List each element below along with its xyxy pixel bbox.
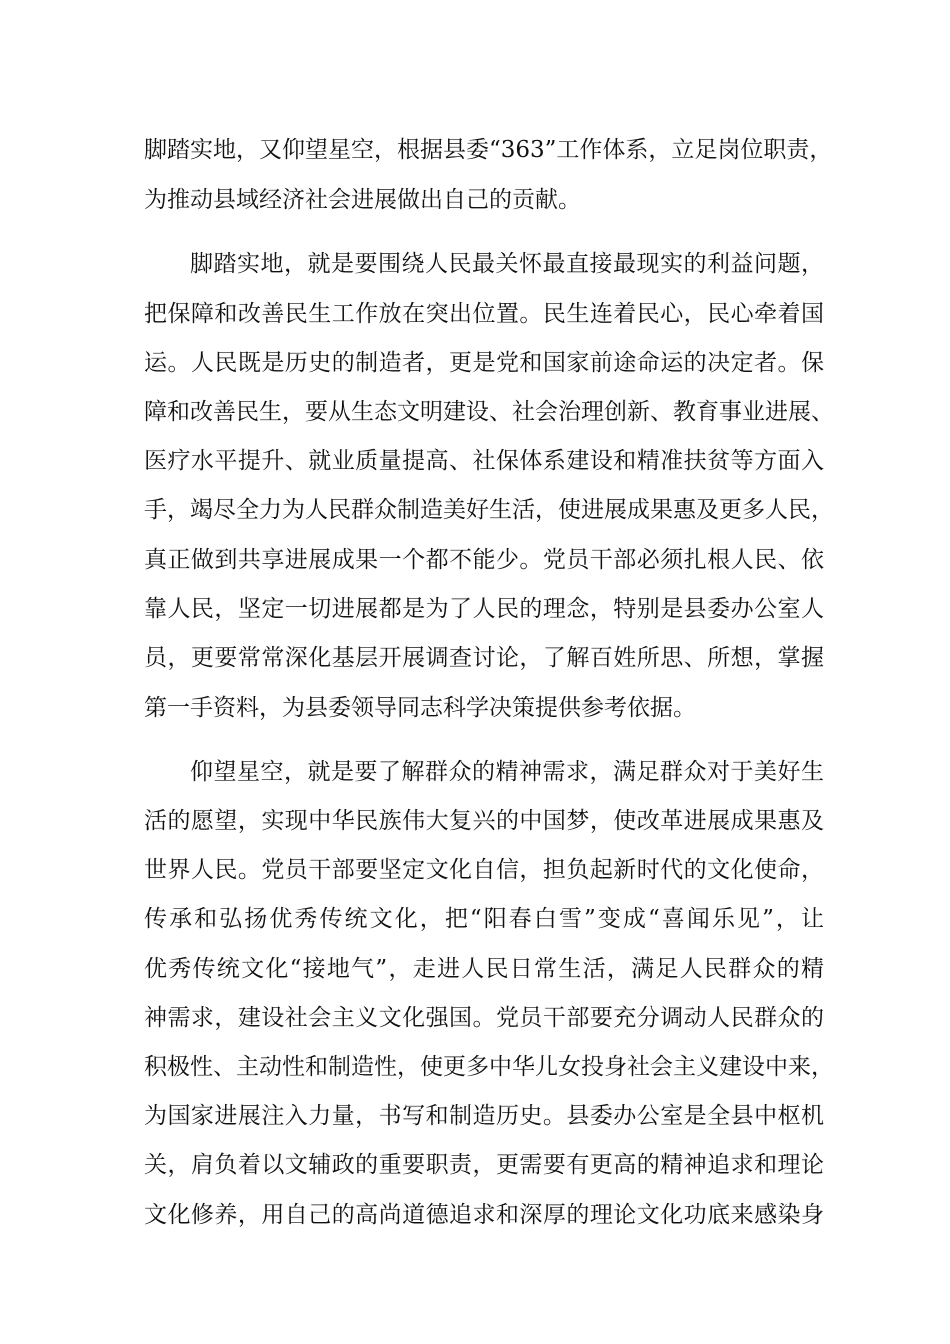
paragraph-line: 真正做到共享进展成果一个都不能少。党员干部必须扎根人民、依 [144,547,824,573]
paragraph-line: 脚踏实地，又仰望星空，根据县委“363”工作体系，立足岗位职责， [144,137,833,163]
paragraph-line: 仰望星空，就是要了解群众的精神需求，满足群众对于美好生 [190,759,824,785]
paragraph-line: 把保障和改善民生工作放在突出位置。民生连着民心，民心牵着国 [144,301,824,327]
paragraph-line: 积极性、主动性和制造性，使更多中华儿女投身社会主义建设中来， [144,1054,834,1080]
paragraph-line: 员，更要常常深化基层开展调查讨论，了解百姓所思、所想，掌握 [144,645,824,671]
paragraph-line: 活的愿望，实现中华民族伟大复兴的中国梦，使改革进展成果惠及 [144,808,824,834]
paragraph-line: 障和改善民生，要从生态文明建设、社会治理创新、教育事业进展、 [144,399,834,425]
paragraph-line: 运。人民既是历史的制造者，更是党和国家前途命运的决定者。保 [144,350,824,376]
paragraph-line: 脚踏实地，就是要围绕人民最关怀最直接最现实的利益问题， [190,251,824,277]
paragraph-line: 优秀传统文化“接地气”，走进人民日常生活，满足人民群众的精 [144,956,824,982]
paragraph-line: 靠人民，坚定一切进展都是为了人民的理念，特别是县委办公室人 [144,596,824,622]
paragraph-line: 神需求，建设社会主义文化强国。党员干部要充分调动人民群众的 [144,1005,824,1031]
paragraph-line: 世界人民。党员干部要坚定文化自信，担负起新时代的文化使命， [144,857,824,883]
paragraph-line: 传承和弘扬优秀传统文化，把“阳春白雪”变成“喜闻乐见”，让 [144,906,824,932]
paragraph-line: 为推动县域经济社会进展做出自己的贡献。 [144,187,581,213]
paragraph-line: 为国家进展注入力量，书写和制造历史。县委办公室是全县中枢机 [144,1103,824,1129]
paragraph-line: 第一手资料，为县委领导同志科学决策提供参考依据。 [144,695,696,721]
paragraph-line: 手，竭尽全力为人民群众制造美好生活，使进展成果惠及更多人民， [144,497,834,523]
paragraph-line: 关，肩负着以文辅政的重要职责，更需要有更高的精神追求和理论 [144,1152,824,1178]
paragraph-line: 医疗水平提升、就业质量提高、社保体系建设和精准扶贫等方面入 [144,448,824,474]
paragraph-line: 文化修养，用自己的高尚道德追求和深厚的理论文化功底来感染身 [144,1202,824,1228]
